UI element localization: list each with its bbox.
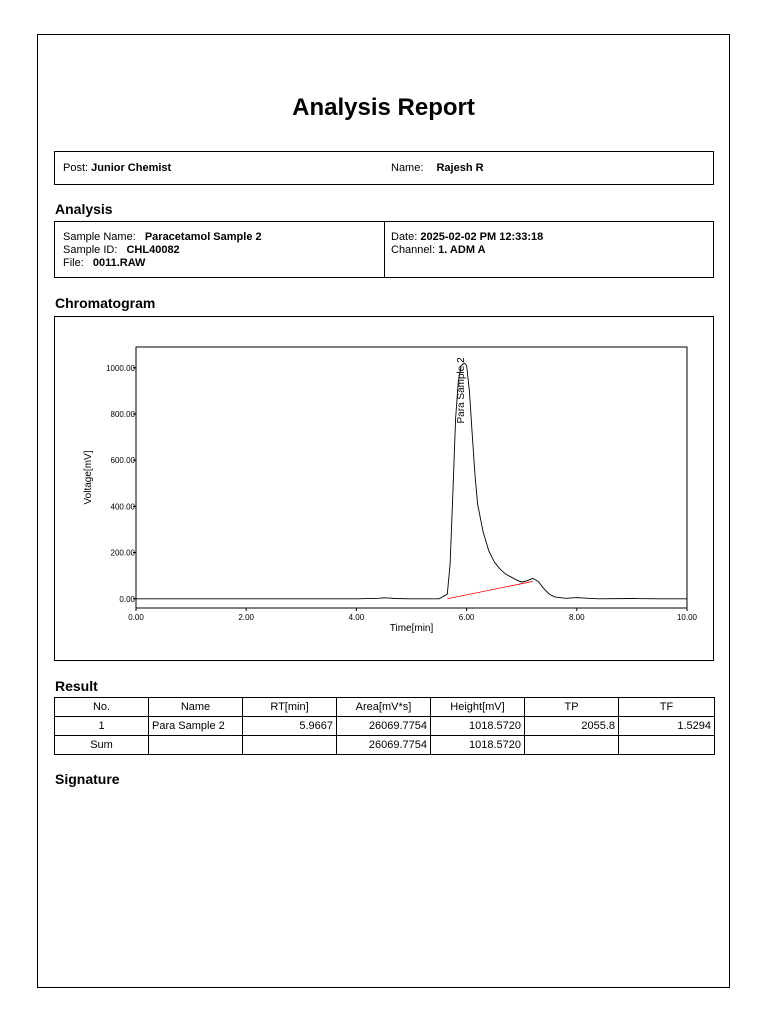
header-box xyxy=(54,151,714,185)
name-field xyxy=(391,162,484,174)
date-label: Date: xyxy=(391,231,418,243)
file-value: 0011.RAW xyxy=(92,257,146,269)
cell-no: Sum xyxy=(55,736,149,755)
col-header-tf: TF xyxy=(619,698,715,717)
x-tick-label: 6.00 xyxy=(458,613,475,622)
name-value: Rajesh R xyxy=(436,162,484,174)
x-tick-label: 8.00 xyxy=(569,613,585,622)
table-header-row xyxy=(55,698,715,717)
date-field xyxy=(391,231,543,243)
x-tick-label: 4.00 xyxy=(348,613,365,622)
channel-value: 1. ADM A xyxy=(438,244,486,256)
cell-tf: 1.5294 xyxy=(619,717,715,736)
cell-area: 26069.7754 xyxy=(337,717,431,736)
col-header-rt: RT[min] xyxy=(243,698,337,717)
result-table xyxy=(54,697,715,755)
col-header-area: Area[mV*s] xyxy=(337,698,431,717)
cell-height: 1018.5720 xyxy=(431,717,525,736)
post-value: Junior Chemist xyxy=(91,162,172,174)
peak-label: Para Sample 2 xyxy=(455,357,467,424)
y-tick-label: 600.00 xyxy=(110,456,135,466)
result-heading: Result xyxy=(55,678,98,694)
sample-name-field xyxy=(63,231,262,243)
baseline-line xyxy=(447,581,532,598)
sample-id-field xyxy=(63,244,180,256)
cell-tp: 2055.8 xyxy=(525,717,619,736)
date-value: 2025-02-02 PM 12:33:18 xyxy=(420,231,544,243)
analysis-heading: Analysis xyxy=(55,201,113,217)
col-header-name: Name xyxy=(149,698,243,717)
x-tick-label: 2.00 xyxy=(238,613,254,622)
y-tick-label: 200.00 xyxy=(110,548,135,558)
cell-height: 1018.5720 xyxy=(431,736,525,755)
sample-name-label: Sample Name: xyxy=(63,231,136,243)
col-header-no: No. xyxy=(55,698,149,717)
y-tick-label: 0.00 xyxy=(119,594,135,604)
sample-id-value: CHL40082 xyxy=(126,244,180,256)
sample-name-value: Paracetamol Sample 2 xyxy=(144,231,262,243)
col-header-tp: TP xyxy=(525,698,619,717)
channel-field xyxy=(391,244,486,256)
x-tick-label: 10.00 xyxy=(676,613,698,622)
chromatogram-trace xyxy=(136,364,687,599)
y-tick-label: 400.00 xyxy=(110,502,135,512)
y-axis-label: Voltage[mV] xyxy=(83,450,94,505)
chromatogram-heading: Chromatogram xyxy=(55,295,156,311)
report-title: Analysis Report xyxy=(292,94,475,121)
y-tick-label: 800.00 xyxy=(110,409,135,419)
analysis-divider xyxy=(384,222,385,277)
name-label: Name: xyxy=(391,162,424,174)
x-tick-label: 0.00 xyxy=(128,613,144,622)
chromatogram-box xyxy=(54,316,714,661)
x-axis-label: Time[min] xyxy=(389,623,434,634)
cell-rt: 5.9667 xyxy=(243,717,337,736)
y-tick-label: 1000.00 xyxy=(106,363,135,373)
file-label: File: xyxy=(63,257,84,269)
table-row-sum xyxy=(55,736,715,755)
file-field xyxy=(63,257,145,269)
col-header-height: Height[mV] xyxy=(431,698,525,717)
cell-rt xyxy=(243,736,337,755)
cell-area: 26069.7754 xyxy=(337,736,431,755)
table-row xyxy=(55,717,715,736)
cell-tf xyxy=(619,736,715,755)
cell-no: 1 xyxy=(55,717,149,736)
channel-label: Channel: xyxy=(391,244,436,256)
cell-tp xyxy=(525,736,619,755)
post-field xyxy=(63,162,171,174)
analysis-box xyxy=(54,221,714,278)
sample-id-label: Sample ID: xyxy=(63,244,118,256)
plot-frame xyxy=(136,347,687,608)
post-label: Post: xyxy=(63,162,89,174)
chromatogram-chart xyxy=(55,317,713,660)
cell-name: Para Sample 2 xyxy=(149,717,243,736)
signature-heading: Signature xyxy=(55,771,120,787)
cell-name xyxy=(149,736,243,755)
